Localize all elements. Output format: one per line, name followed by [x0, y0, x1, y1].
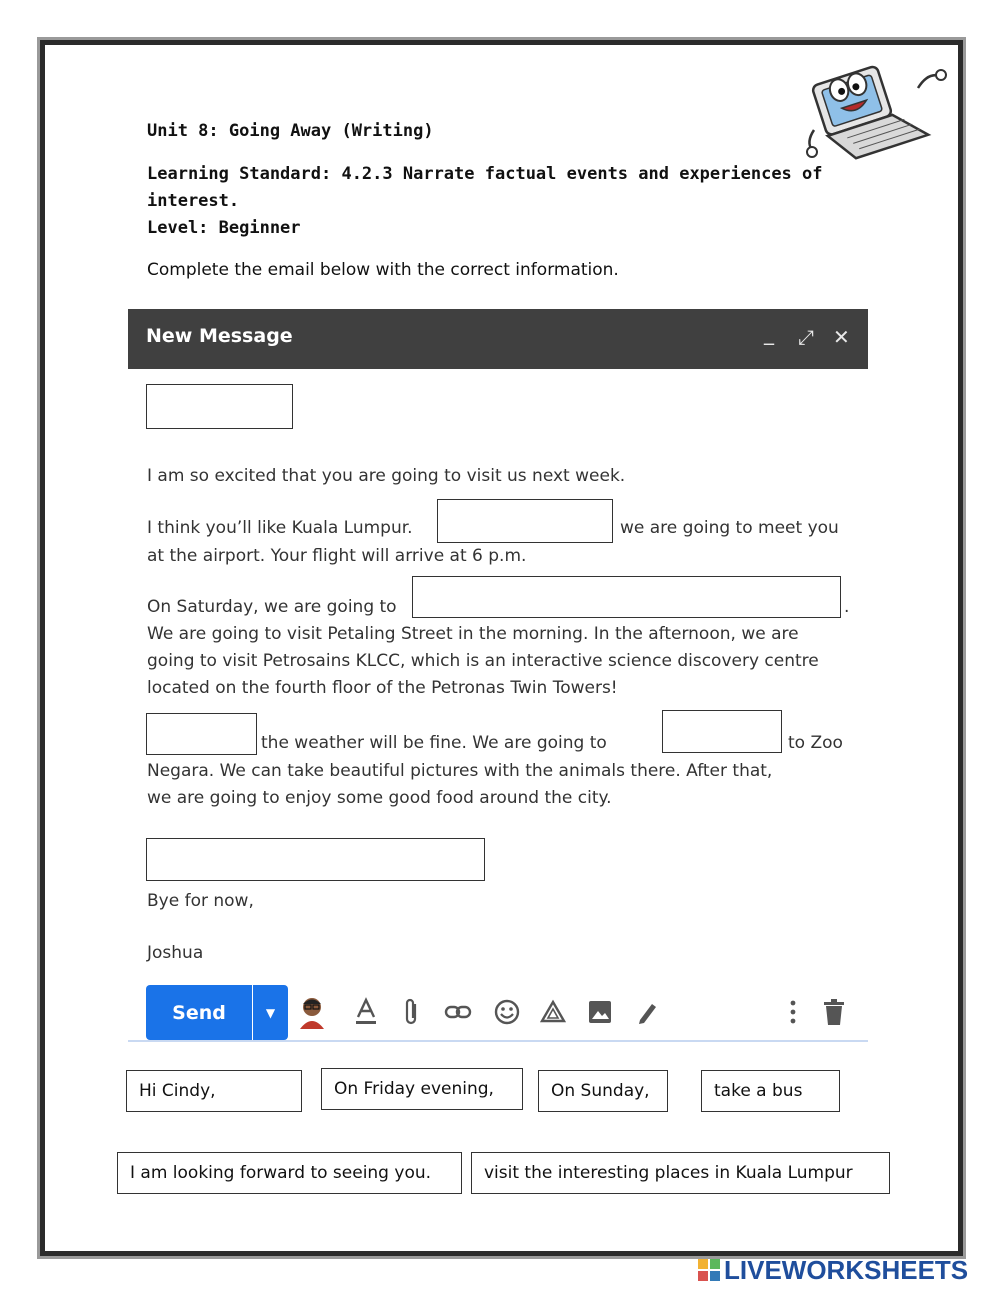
- more-options-icon[interactable]: [777, 995, 809, 1029]
- email-line-food: we are going to enjoy some good food around the city.: [147, 788, 612, 808]
- photo-icon[interactable]: [584, 995, 616, 1029]
- attachment-icon[interactable]: [396, 995, 428, 1029]
- trash-icon[interactable]: [818, 995, 850, 1029]
- close-icon[interactable]: ✕: [833, 325, 850, 349]
- learning-standard-cont: interest.: [147, 191, 240, 211]
- send-button[interactable]: Send: [146, 985, 252, 1040]
- compose-title: New Message: [146, 325, 293, 347]
- word-bank-chip[interactable]: On Sunday,: [538, 1070, 668, 1112]
- instruction-text: Complete the email below with the correct information.: [147, 260, 619, 280]
- avatar: [296, 995, 328, 1029]
- transport-blank[interactable]: [662, 710, 782, 753]
- drive-icon[interactable]: [537, 995, 569, 1029]
- send-options-chevron-icon[interactable]: ▼: [253, 985, 288, 1040]
- email-line-saturday: On Saturday, we are going to: [147, 597, 397, 617]
- email-line-negara: Negara. We can take beautiful pictures with the animals there. After that,: [147, 761, 773, 781]
- email-line-bye: Bye for now,: [147, 891, 254, 911]
- minimize-icon[interactable]: _: [764, 321, 774, 345]
- email-line-zoo: to Zoo: [788, 733, 843, 753]
- compose-titlebar: [128, 309, 868, 369]
- saturday-period: .: [844, 597, 850, 617]
- word-bank-chip[interactable]: take a bus: [701, 1070, 840, 1112]
- email-line-airport: at the airport. Your flight will arrive at 6 p.m.: [147, 546, 527, 566]
- emoji-icon[interactable]: [491, 995, 523, 1029]
- laptop-mascot-icon: [800, 50, 950, 175]
- word-bank-chip[interactable]: On Friday evening,: [321, 1068, 523, 1110]
- level-label: Level: Beginner: [147, 218, 301, 238]
- word-bank-chip[interactable]: visit the interesting places in Kuala Lumpur: [471, 1152, 890, 1194]
- signature-pen-icon[interactable]: [631, 995, 663, 1029]
- word-bank-chip[interactable]: Hi Cindy,: [126, 1070, 302, 1112]
- email-line-weather: the weather will be fine. We are going to: [261, 733, 607, 753]
- saturday-activity-blank[interactable]: [412, 576, 841, 618]
- learning-standard: Learning Standard: 4.2.3 Narrate factual events and experiences of: [147, 164, 823, 184]
- email-line-petrosains: going to visit Petrosains KLCC, which is an interactive science discovery centre: [147, 651, 819, 671]
- email-line-meet: we are going to meet you: [620, 518, 839, 538]
- expand-icon[interactable]: ⤢: [798, 325, 814, 349]
- closing-blank[interactable]: [146, 838, 485, 881]
- liveworksheets-logo: LIVEWORKSHEETS: [724, 1255, 969, 1285]
- liveworksheets-logo-icon: [698, 1259, 720, 1281]
- when-blank[interactable]: [437, 499, 613, 543]
- email-signature: Joshua: [147, 943, 204, 963]
- unit-title: Unit 8: Going Away (Writing): [147, 121, 434, 141]
- word-bank-chip[interactable]: I am looking forward to seeing you.: [117, 1152, 462, 1194]
- email-line-think: I think you’ll like Kuala Lumpur.: [147, 518, 413, 538]
- link-icon[interactable]: [442, 995, 474, 1029]
- text-format-icon[interactable]: [350, 995, 382, 1029]
- email-line-excited: I am so excited that you are going to visit us next week.: [147, 466, 626, 486]
- email-line-petaling: We are going to visit Petaling Street in the morning. In the afternoon, we are: [147, 624, 799, 644]
- compose-toolbar-divider: [128, 1040, 868, 1042]
- greeting-blank[interactable]: [146, 384, 293, 429]
- day-blank[interactable]: [146, 713, 257, 755]
- email-line-located: located on the fourth floor of the Petronas Twin Towers!: [147, 678, 618, 698]
